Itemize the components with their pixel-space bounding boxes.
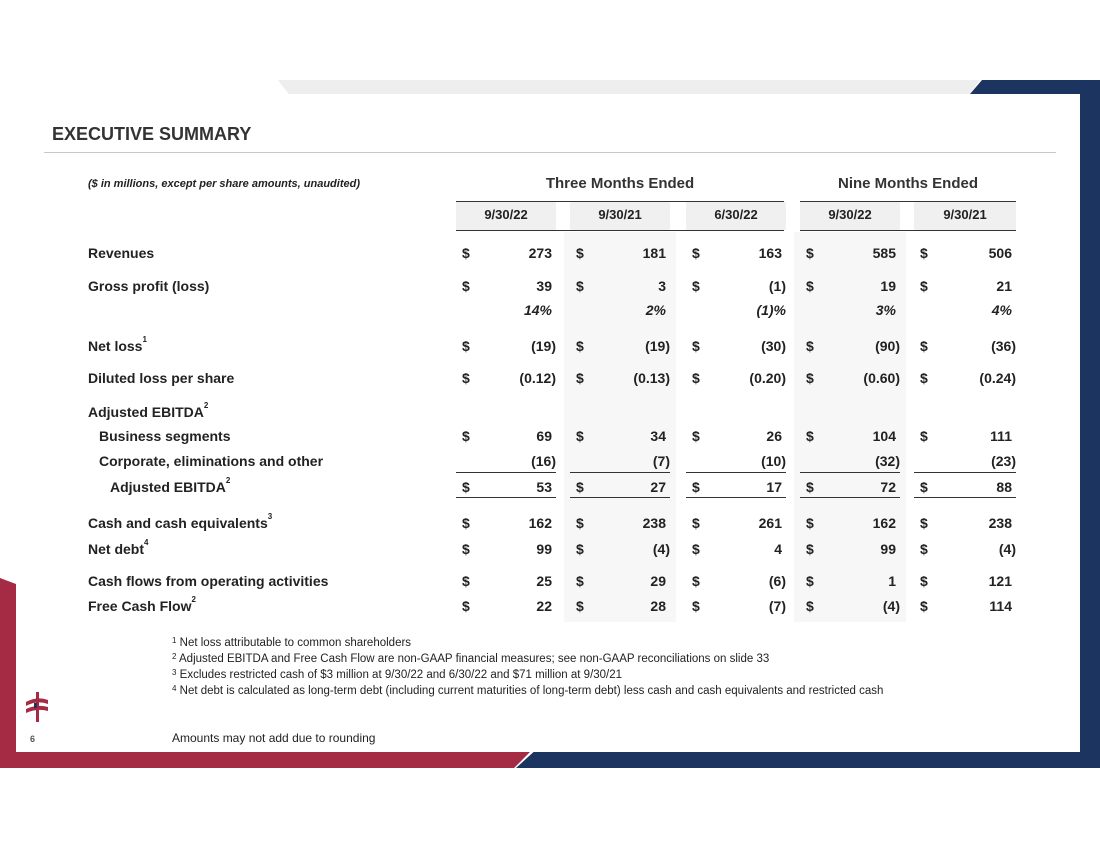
currency-symbol: $ <box>806 370 814 386</box>
subtotal-rule <box>800 497 900 498</box>
table-cell-value: 114 <box>989 598 1012 614</box>
footnote-text: Net debt is calculated as long-term debt (including current maturities of long-term debt) less cash and cash equivalents and restricted cash <box>179 685 884 697</box>
table-cell-value: (19) <box>531 338 556 354</box>
row-label <box>88 370 234 386</box>
title-divider <box>44 152 1056 153</box>
currency-symbol: $ <box>692 370 700 386</box>
row-label-text: Cash flows from operating activities <box>88 573 329 589</box>
currency-symbol: $ <box>576 479 584 495</box>
currency-symbol: $ <box>806 598 814 614</box>
table-cell-value: 29 <box>650 573 666 589</box>
page-number: 6 <box>30 734 36 744</box>
currency-symbol: $ <box>462 479 470 495</box>
footnote-item <box>172 637 411 649</box>
row-label <box>88 512 273 531</box>
table-cell-value: 21 <box>996 278 1012 294</box>
row-label-text: Cash and cash equivalents <box>88 515 268 531</box>
currency-symbol: $ <box>692 573 700 589</box>
currency-symbol: $ <box>920 479 928 495</box>
margin-percent: 2% <box>645 302 666 318</box>
footnote-text: Excludes restricted cash of $3 million at 9/30/22 and 6/30/22 and $71 million at 9/30/21 <box>179 669 623 681</box>
table-cell-value: 162 <box>528 515 552 531</box>
currency-symbol: $ <box>920 515 928 531</box>
table-cell-value: 27 <box>650 479 666 495</box>
row-label <box>88 335 147 354</box>
row-label-text: Business segments <box>99 428 231 444</box>
currency-symbol: $ <box>462 573 470 589</box>
row-label-text: Net debt <box>88 541 144 557</box>
currency-symbol: $ <box>806 541 814 557</box>
footnote-number: 4 <box>172 684 177 693</box>
currency-symbol: $ <box>806 278 814 294</box>
table-cell-value: 34 <box>650 428 666 444</box>
row-label <box>88 573 328 589</box>
group-header-nine-months: Nine Months Ended <box>838 175 978 192</box>
currency-symbol: $ <box>692 428 700 444</box>
footnote-item <box>172 653 769 665</box>
table-cell-value: (36) <box>991 338 1016 354</box>
table-cell-value: 22 <box>536 598 552 614</box>
row-label <box>88 245 154 261</box>
currency-symbol: $ <box>692 541 700 557</box>
currency-symbol: $ <box>462 338 470 354</box>
table-cell-value: 181 <box>642 245 666 261</box>
table-cell-value: 111 <box>990 428 1012 444</box>
table-cell-value: (0.20) <box>749 370 786 386</box>
margin-percent: 4% <box>991 302 1012 318</box>
table-cell-value: 121 <box>988 573 1012 589</box>
row-label <box>88 595 196 614</box>
currency-symbol: $ <box>692 245 700 261</box>
footnote-marker: 2 <box>225 476 231 485</box>
table-cell-value: 19 <box>880 278 896 294</box>
table-cell-value: (23) <box>991 453 1016 469</box>
currency-symbol: $ <box>806 479 814 495</box>
units-note: ($ in millions, except per share amounts, unaudited) <box>88 178 360 190</box>
table-cell-value: 273 <box>528 245 552 261</box>
table-cell-value: 72 <box>880 479 896 495</box>
subtotal-rule <box>686 472 786 473</box>
table-cell-value: (4) <box>652 541 670 557</box>
page-title: EXECUTIVE SUMMARY <box>52 124 252 144</box>
currency-symbol: $ <box>462 598 470 614</box>
currency-symbol: $ <box>576 541 584 557</box>
footnote-text: Net loss attributable to common shareholders <box>179 637 412 649</box>
subtotal-rule <box>456 472 556 473</box>
table-cell-value: (16) <box>531 453 556 469</box>
table-cell-value: 88 <box>996 479 1012 495</box>
table-cell-value: (0.24) <box>979 370 1016 386</box>
table-cell-value: 238 <box>988 515 1012 531</box>
table-cell-value: (6) <box>768 573 786 589</box>
row-label-text: Adjusted EBITDA <box>110 479 226 495</box>
currency-symbol: $ <box>920 245 928 261</box>
table-cell-value: 4 <box>774 541 782 557</box>
subtotal-rule <box>686 497 786 498</box>
table-cell-value: (0.12) <box>519 370 556 386</box>
table-cell-value: 99 <box>536 541 552 557</box>
period-header-rule <box>456 230 784 231</box>
currency-symbol: $ <box>806 428 814 444</box>
table-cell-value: (4) <box>998 541 1016 557</box>
bottom-navy-band <box>516 752 1100 768</box>
row-label <box>99 453 323 469</box>
table-cell-value: 3 <box>658 278 666 294</box>
subtotal-rule <box>800 472 900 473</box>
period-header-rule <box>800 230 1016 231</box>
subtotal-rule <box>914 497 1016 498</box>
bottom-red-band <box>0 752 530 768</box>
table-cell-value: (1) <box>768 278 786 294</box>
period-header: 6/30/22 <box>714 207 758 222</box>
currency-symbol: $ <box>920 278 928 294</box>
currency-symbol: $ <box>576 278 584 294</box>
row-label-text: Corporate, eliminations and other <box>99 453 324 469</box>
currency-symbol: $ <box>692 515 700 531</box>
currency-symbol: $ <box>576 370 584 386</box>
table-cell-value: 53 <box>536 479 552 495</box>
table-cell-value: 17 <box>766 479 782 495</box>
currency-symbol: $ <box>462 541 470 557</box>
table-cell-value: 261 <box>758 515 782 531</box>
currency-symbol: $ <box>920 428 928 444</box>
row-label-text: Diluted loss per share <box>88 370 235 386</box>
table-cell-value: (7) <box>768 598 786 614</box>
currency-symbol: $ <box>692 598 700 614</box>
row-label-text: Net loss <box>88 338 143 354</box>
table-cell-value: 162 <box>872 515 896 531</box>
table-cell-value: 1 <box>888 573 896 589</box>
table-cell-value: 39 <box>536 278 552 294</box>
currency-symbol: $ <box>920 573 928 589</box>
table-cell-value: (10) <box>761 453 786 469</box>
footnote-number: 3 <box>172 668 177 677</box>
company-logo-icon <box>24 692 50 722</box>
currency-symbol: $ <box>806 515 814 531</box>
currency-symbol: $ <box>576 573 584 589</box>
table-cell-value: 238 <box>642 515 666 531</box>
table-cell-value: (0.13) <box>633 370 670 386</box>
period-header: 9/30/21 <box>943 207 987 222</box>
subtotal-rule <box>570 472 670 473</box>
currency-symbol: $ <box>692 479 700 495</box>
table-cell-value: 25 <box>536 573 552 589</box>
period-header: 9/30/22 <box>484 207 528 222</box>
currency-symbol: $ <box>576 598 584 614</box>
table-cell-value: 28 <box>650 598 666 614</box>
footnote-number: 2 <box>172 652 177 661</box>
currency-symbol: $ <box>576 515 584 531</box>
table-cell-value: (90) <box>875 338 900 354</box>
table-cell-value: (4) <box>882 598 900 614</box>
currency-symbol: $ <box>576 428 584 444</box>
table-cell-value: (0.60) <box>863 370 900 386</box>
footnote-marker: 2 <box>203 401 209 410</box>
table-cell-value: 585 <box>872 245 896 261</box>
table-cell-value: 104 <box>872 428 896 444</box>
table-cell-value: (7) <box>652 453 670 469</box>
left-red-bar <box>0 578 16 768</box>
table-cell-value: 26 <box>766 428 782 444</box>
currency-symbol: $ <box>462 428 470 444</box>
footnote-marker: 1 <box>142 335 147 344</box>
table-cell-value: 163 <box>758 245 782 261</box>
subtotal-rule <box>456 497 556 498</box>
row-label <box>99 428 231 444</box>
margin-percent: (1)% <box>756 302 786 318</box>
currency-symbol: $ <box>920 598 928 614</box>
table-cell-value: (32) <box>875 453 900 469</box>
footnote-item <box>172 669 622 681</box>
currency-symbol: $ <box>692 278 700 294</box>
row-label-text: Adjusted EBITDA <box>88 404 204 420</box>
currency-symbol: $ <box>462 245 470 261</box>
subtotal-rule <box>914 472 1016 473</box>
margin-percent: 14% <box>523 302 552 318</box>
row-label-text: Gross profit (loss) <box>88 278 210 294</box>
currency-symbol: $ <box>576 338 584 354</box>
footnote-marker: 3 <box>267 512 273 521</box>
currency-symbol: $ <box>920 370 928 386</box>
rounding-note: Amounts may not add due to rounding <box>172 731 376 745</box>
top-gray-strip <box>278 80 980 94</box>
row-label <box>88 538 149 557</box>
currency-symbol: $ <box>692 338 700 354</box>
row-label <box>110 476 231 495</box>
row-label <box>88 401 209 420</box>
currency-symbol: $ <box>462 370 470 386</box>
currency-symbol: $ <box>576 245 584 261</box>
footnote-number: 1 <box>172 636 177 645</box>
period-header: 9/30/22 <box>828 207 872 222</box>
row-label-text: Free Cash Flow <box>88 598 192 614</box>
currency-symbol: $ <box>462 515 470 531</box>
period-header: 9/30/21 <box>598 207 642 222</box>
table-cell-value: (30) <box>761 338 786 354</box>
currency-symbol: $ <box>806 338 814 354</box>
currency-symbol: $ <box>920 338 928 354</box>
table-cell-value: 69 <box>536 428 552 444</box>
row-label <box>88 278 209 294</box>
margin-percent: 3% <box>875 302 896 318</box>
currency-symbol: $ <box>920 541 928 557</box>
currency-symbol: $ <box>806 573 814 589</box>
currency-symbol: $ <box>462 278 470 294</box>
footnote-text: Adjusted EBITDA and Free Cash Flow are non-GAAP financial measures; see non-GAAP reconciliations on slide 33 <box>179 653 770 665</box>
footnote-marker: 4 <box>144 538 149 547</box>
currency-symbol: $ <box>806 245 814 261</box>
footnote-item <box>172 685 883 697</box>
table-cell-value: 99 <box>880 541 896 557</box>
group-header-three-months: Three Months Ended <box>545 175 695 192</box>
slide-top-band <box>0 0 1100 80</box>
footnote-marker: 2 <box>191 595 196 604</box>
row-label-text: Revenues <box>88 245 155 261</box>
table-cell-value: (19) <box>645 338 670 354</box>
subtotal-rule <box>570 497 670 498</box>
table-cell-value: 506 <box>988 245 1012 261</box>
